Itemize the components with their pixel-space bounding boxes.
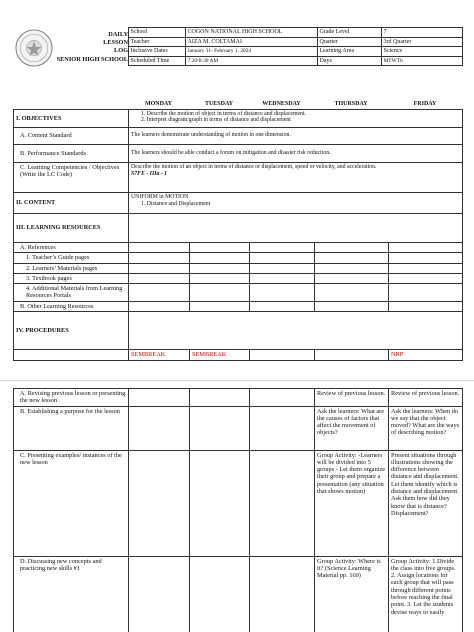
days-label: Days bbox=[317, 56, 381, 66]
area-value: Science bbox=[381, 47, 462, 57]
resources-heading: III. LEARNING RESOURCES bbox=[14, 214, 129, 243]
objectives-list bbox=[129, 110, 463, 128]
area-label: Learning Area bbox=[317, 47, 381, 57]
proc-d-friday: Group Activity: 1.Divide the class into five groups. 2. Assign locations for each group that will pass through different points before reaching the final point. 3. Let the students devise ways to easily bbox=[389, 556, 463, 632]
day-monday: MONDAY bbox=[144, 101, 173, 107]
performance-standards-label: B. Performance Standards bbox=[14, 145, 129, 163]
status-friday: NRP bbox=[389, 350, 463, 361]
title-line: LOG bbox=[114, 47, 128, 55]
title-line: SENIOR HIGH SCHOOL bbox=[56, 55, 128, 63]
performance-standards-value: The learners should be able conduct a forum on mitigation and disaster risk reduction. bbox=[129, 145, 463, 163]
grade-label: Grade Level bbox=[317, 28, 381, 38]
procedures-heading: IV. PROCEDURES bbox=[14, 312, 129, 350]
proc-b-thursday: Ask the learners: What are the causes of factors that affect the movement of objects? bbox=[315, 406, 389, 450]
proc-d-thursday: Group Activity: Where is it? (Science Learning Material pp. 169) bbox=[315, 556, 389, 632]
content-subtopic: 1. Distance and Displacement bbox=[141, 200, 211, 207]
quarter-value: 3rd Quarter bbox=[381, 37, 462, 47]
status-thursday bbox=[315, 350, 389, 361]
teacher-label: Teacher bbox=[128, 37, 185, 47]
title-line: DAILY bbox=[108, 31, 128, 38]
objective-item: 1. Describe the motion of object in terms of distance and displacement. bbox=[141, 111, 307, 117]
competencies-code: S7FE - IIIa - 1 bbox=[131, 171, 168, 177]
content-standard-value: The learners demonstrate understanding of motion in one dimension. bbox=[129, 128, 463, 145]
competencies-value bbox=[129, 163, 463, 193]
resources-blank bbox=[129, 214, 463, 243]
lesson-grid bbox=[13, 109, 463, 361]
references-label: A. References bbox=[14, 243, 129, 253]
tg-label: 1. Teacher’s Guide pages bbox=[14, 253, 129, 263]
teacher-value: AIZA M. COLTAMAI bbox=[185, 37, 317, 47]
title-line: LESSON bbox=[103, 39, 128, 47]
textbook-label: 3. Textbook pages bbox=[14, 273, 129, 283]
status-row-label bbox=[14, 350, 129, 361]
other-resources-label: B. Other Learning Resources bbox=[14, 301, 129, 311]
proc-c-label: C. Presenting examples/ instances of the new lesson bbox=[14, 450, 129, 556]
proc-d-label: D. Discussing new concepts and practicing new skills #1 bbox=[14, 556, 129, 632]
competencies-label: C. Learning Competencies / Objectives (Write the LC Code) bbox=[14, 163, 129, 193]
proc-b-friday: Ask the learners: When do we say that the object moved? What are the ways of describing motion? bbox=[389, 406, 463, 450]
objective-item: 2. Interpret diagram/graph in terms of distance and displacement bbox=[141, 117, 291, 124]
proc-c-friday: Present situations through illustrations showing the difference between distance and displacement. Let them identify which is distance and displacement. Ask them how did they know that is distance? Displacement? bbox=[389, 450, 463, 556]
procedures-blank bbox=[129, 312, 463, 350]
quarter-label: Quarter bbox=[317, 37, 381, 47]
dates-label: Inclusive Dates bbox=[128, 47, 185, 57]
time-label: Scheduled Time bbox=[128, 56, 185, 66]
content-topic: UNIFORM in MOTION bbox=[131, 194, 189, 200]
proc-c-thursday: Group Activity: -Learners will be divided into 5 groups - Let them organize their group and prepare a presentation (any situation that shows motion) bbox=[315, 450, 389, 556]
school-value: COGON NATIONAL HIGH SCHOOL bbox=[185, 28, 317, 38]
proc-a-label: A. Revising previous lesson or presenting the new lesson bbox=[14, 389, 129, 407]
day-wednesday: WEDNESDAY bbox=[262, 101, 301, 107]
dates-value: January 31- February 1, 2024 bbox=[185, 47, 317, 57]
lm-label: 2. Learners’ Materials pages bbox=[14, 263, 129, 273]
objectives-heading: I. OBJECTIVES bbox=[14, 110, 129, 128]
competencies-text: Describe the motion of an object in terms of distance or displacement, speed or velocity, and acceleration. bbox=[131, 164, 377, 170]
day-thursday: THURSDAY bbox=[334, 101, 368, 107]
proc-a-friday: Review of previous lesson. bbox=[389, 389, 463, 407]
status-tuesday: SEMBREAK bbox=[190, 350, 250, 361]
school-label: School bbox=[128, 28, 185, 38]
lesson-log-page-2 bbox=[0, 380, 474, 632]
content-heading: II. CONTENT bbox=[14, 193, 129, 214]
status-monday: SEMBREAK bbox=[129, 350, 190, 361]
time-value: 7:20-8:30 AM bbox=[185, 56, 317, 66]
content-standard-label: A. Content Standard bbox=[14, 128, 129, 145]
status-wednesday bbox=[250, 350, 315, 361]
days-value: MTWTh bbox=[381, 56, 462, 66]
day-friday: FRIDAY bbox=[413, 101, 437, 107]
proc-a-thursday: Review of previous lesson. bbox=[315, 389, 389, 407]
content-value bbox=[129, 193, 463, 214]
proc-b-label: B. Establishing a purpose for the lesson bbox=[14, 406, 129, 450]
day-tuesday: TUESDAY bbox=[204, 101, 234, 107]
procedures-grid bbox=[13, 388, 463, 632]
lr-portal-label: 4. Additional Materials from Learning Resources Portals bbox=[14, 284, 129, 302]
day-header-row bbox=[128, 101, 462, 109]
lesson-log-title bbox=[52, 31, 128, 64]
grade-value: 7 bbox=[381, 28, 462, 38]
